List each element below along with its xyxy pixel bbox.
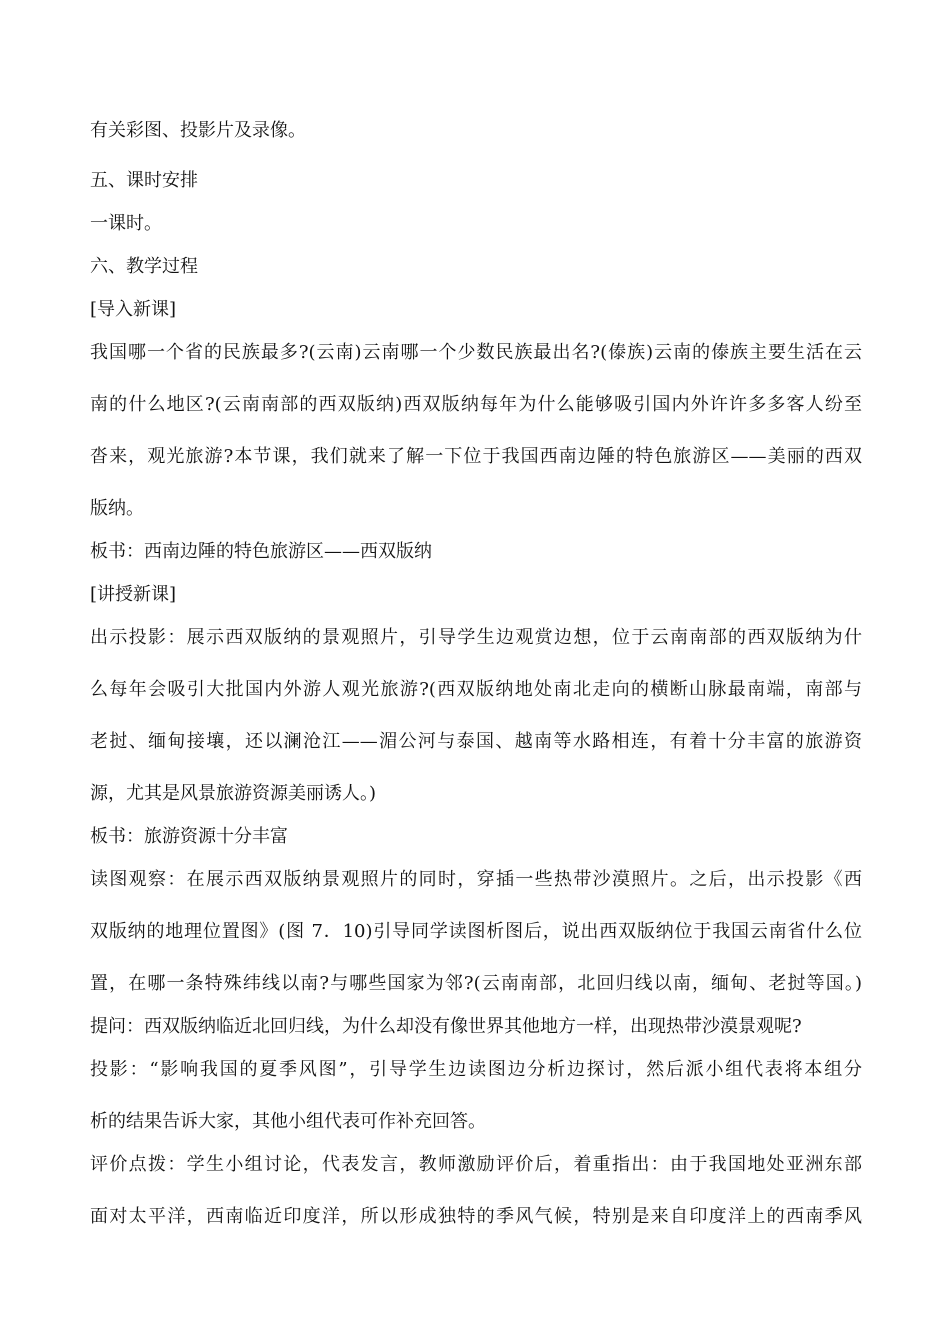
paragraph-line: 评价点拨：学生小组讨论，代表发言，教师激励评价后，着重指出：由于我国地处亚洲东部 bbox=[90, 1154, 862, 1175]
question-line: 提问：西双版纳临近北回归线，为什么却没有像世界其他地方一样，出现热带沙漠景观呢? bbox=[90, 1016, 802, 1037]
paragraph-line: 读图观察：在展示西双版纳景观照片的同时，穿插一些热带沙漠照片。之后，出示投影《西 bbox=[90, 869, 862, 890]
paragraph-line: 面对太平洋，西南临近印度洋，所以形成独特的季风气候，特别是来自印度洋上的西南季风 bbox=[90, 1206, 862, 1227]
paragraph-line: 析的结果告诉大家，其他小组代表可作补充回答。 bbox=[90, 1111, 486, 1132]
paragraph-line: 双版纳的地理位置图》(图 7．10)引导同学读图析图后，说出西双版纳位于我国云南省什么位 bbox=[90, 921, 862, 942]
subsection-heading: [讲授新课] bbox=[90, 584, 177, 605]
paragraph-line: 南的什么地区?(云南南部的西双版纳)西双版纳每年为什么能够吸引国内外许许多多客人纷至 bbox=[90, 394, 862, 415]
paragraph-line: 置，在哪一条特殊纬线以南?与哪些国家为邻?(云南南部，北回归线以南，缅甸、老挝等国。) bbox=[90, 973, 862, 994]
text-line: 有关彩图、投影片及录像。 bbox=[90, 120, 306, 141]
board-note: 板书：旅游资源十分丰富 bbox=[90, 826, 288, 847]
subsection-heading: [导入新课] bbox=[90, 299, 177, 320]
paragraph-line: 沓来，观光旅游?本节课，我们就来了解一下位于我国西南边陲的特色旅游区——美丽的西双 bbox=[90, 446, 862, 467]
section-heading: 五、课时安排 bbox=[90, 170, 198, 191]
board-note: 板书：西南边陲的特色旅游区——西双版纳 bbox=[90, 541, 432, 562]
paragraph-line: 投影：“影响我国的夏季风图”，引导学生边读图边分析边探讨，然后派小组代表将本组分 bbox=[90, 1059, 862, 1080]
paragraph-line: 版纳。 bbox=[90, 498, 144, 519]
paragraph-line: 我国哪一个省的民族最多?(云南)云南哪一个少数民族最出名?(傣族)云南的傣族主要生活在云 bbox=[90, 342, 862, 363]
text-line: 一课时。 bbox=[90, 213, 162, 234]
paragraph-line: 老挝、缅甸接壤，还以澜沧江——湄公河与泰国、越南等水路相连，有着十分丰富的旅游资 bbox=[90, 731, 862, 752]
document-page bbox=[90, 117, 862, 1240]
paragraph-line: 源，尤其是风景旅游资源美丽诱人。) bbox=[90, 783, 377, 804]
paragraph-line: 么每年会吸引大批国内外游人观光旅游?(西双版纳地处南北走向的横断山脉最南端，南部与 bbox=[90, 679, 862, 700]
paragraph-line: 出示投影：展示西双版纳的景观照片，引导学生边观赏边想，位于云南南部的西双版纳为什 bbox=[90, 627, 862, 648]
section-heading: 六、教学过程 bbox=[90, 256, 198, 277]
